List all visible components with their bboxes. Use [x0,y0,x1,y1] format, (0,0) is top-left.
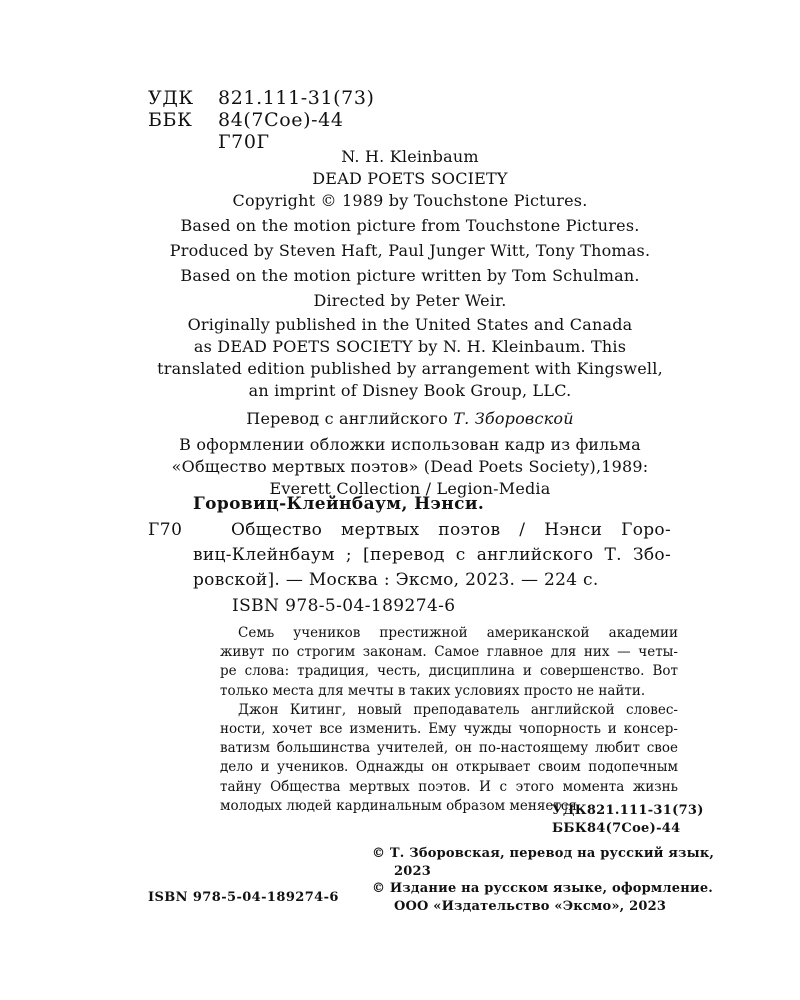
isbn-main: ISBN 978-5-04-189274-6 [232,596,456,616]
udk-index-bottom: УДК821.111-31(73) [552,803,704,818]
copyright-translation: © Т. Зборовская, перевод на русский язык, [372,846,715,861]
credits-block [120,146,700,500]
bbk-row [148,108,448,132]
author-sign: Г70Г [218,131,270,153]
copyright-en: Copyright © 1989 by Touchstone Pictures. [232,191,588,210]
catalog-line: ровской]. — Москва : Эксмо, 2023. — 224 с. [193,570,599,590]
bbk-label: ББК [148,109,193,131]
annotation-line: дело и учеников. Однажды он открывает своим подопечным [220,759,678,776]
annotation-block [220,624,678,816]
copyright-translation-year: 2023 [394,863,431,879]
annotation-line: ре слова: традиция, честь, дисциплина и совершенство. Вот [220,663,678,680]
translation-line [120,408,700,430]
udk-row [148,86,448,110]
catalog-line: виц-Клейнбаум ; [перевод с английского Т. Збо- [193,545,671,565]
cover-line: В оформлении обложки использован кадр из фильма [179,435,641,454]
published-line: translated edition published by arrangement with Kingswell, [157,359,663,378]
cover-line: Everett Collection / Legion-Media [269,479,551,498]
bbk-value: 84(7Сое)-44 [218,109,344,131]
annotation-line: тайну Общества мертвых поэтов. И с этого момента жизнь [220,778,678,795]
annotation-line: Джон Китинг, новый преподаватель английской словес- [238,701,678,718]
author-ru: Горовиц-Клейнбаум, Нэнси. [193,494,485,514]
annotation-line: живут по строгим законам. Самое главное для них — четы- [220,644,678,661]
catalog-line: Общество мертвых поэтов / Нэнси Горо- [231,520,671,540]
author-en: N. H. Kleinbaum [341,147,479,166]
translation-prefix: Перевод с английского [246,409,448,428]
copyright-ru-block [372,845,715,915]
annotation-line: молодых людей кардинальным образом меняется. [220,797,582,814]
directed-line: Directed by Peter Weir. [313,291,507,310]
bbk-index-bottom: ББК84(7Сое)-44 [552,821,681,836]
published-line: an imprint of Disney Book Group, LLC. [248,381,572,400]
copyright-publisher: ООО «Издательство «Эксмо», 2023 [394,898,667,914]
copyright-edition: © Издание на русском языке, оформление. [372,881,714,896]
annotation-line: ватизм большинства учителей, он по-настоящему любит свое [220,740,678,757]
written-line: Based on the motion picture written by Tom Schulman. [180,266,640,285]
annotation-line: ности, хочет все изменить. Ему чужды чопорность и консер- [220,721,678,738]
translator-name: Т. Зборовской [453,409,574,428]
based-on-line: Based on the motion picture from Touchstone Pictures. [180,216,640,235]
udk-label: УДК [148,87,194,109]
title-en: DEAD POETS SOCIETY [312,169,508,188]
annotation-line: Семь учеников престижной американской академии [238,625,678,641]
published-line: Originally published in the United States and Canada [187,315,633,334]
udk-value: 821.111-31(73) [218,87,375,109]
catalog-description [193,518,671,593]
annotation-line: только места для мечты в таких условиях просто не найти. [220,682,646,699]
published-line: as DEAD POETS SOCIETY by N. H. Kleinbaum. This [193,337,627,356]
cover-line: «Общество мертвых поэтов» (Dead Poets Society),1989: [171,457,649,476]
isbn-bottom: ISBN 978-5-04-189274-6 [148,890,339,905]
produced-line: Produced by Steven Haft, Paul Junger Witt, Tony Thomas. [169,241,651,260]
catalog-code: Г70 [148,520,183,540]
